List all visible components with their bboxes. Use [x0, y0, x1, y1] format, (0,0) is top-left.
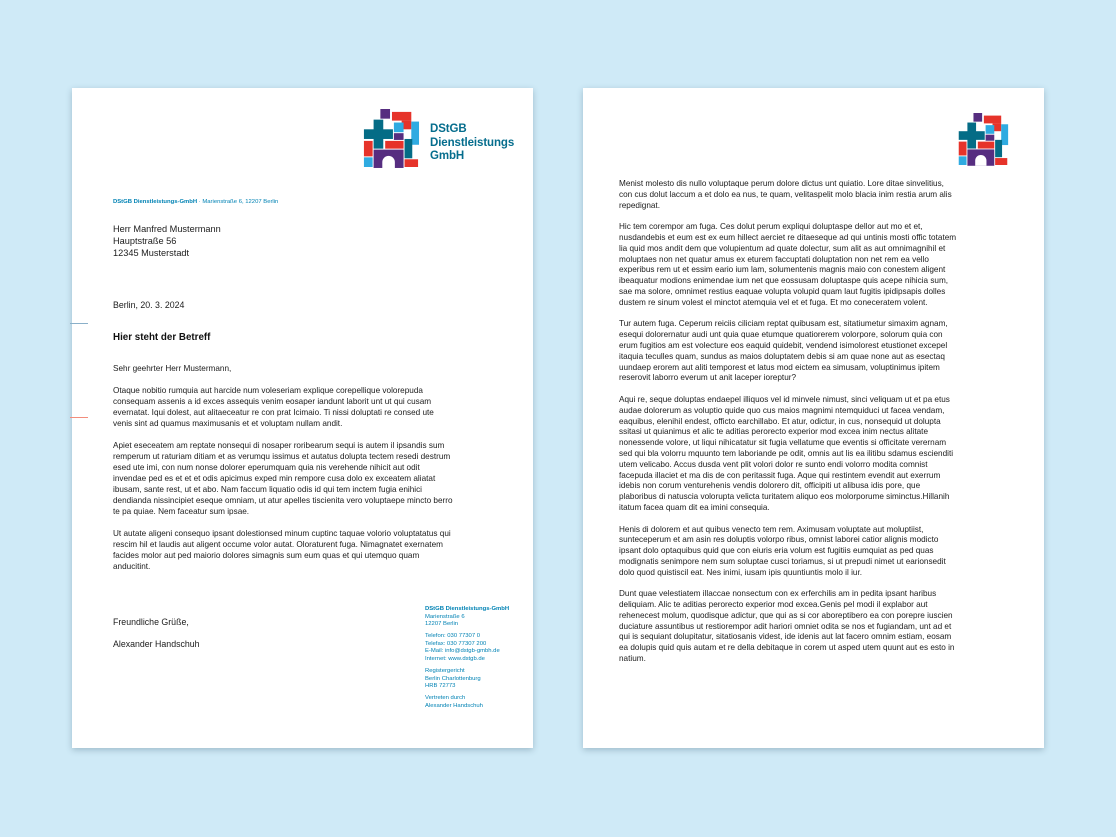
wordmark-line: DStGB — [430, 123, 467, 135]
footer-representative-name: Alexander Handschuh — [425, 703, 483, 710]
footer-company-street: Marienstraße 6 — [425, 613, 465, 620]
footer-register-group — [425, 668, 527, 691]
footer-register-label: Registergericht — [425, 668, 465, 675]
letter-page-1 — [72, 88, 533, 748]
letter-body — [113, 363, 453, 583]
sender-company: DStGB Dienstleistungs-GmbH — [113, 199, 198, 205]
footer-representative-group — [425, 695, 527, 710]
signature-name: Alexander Handschuh — [113, 639, 200, 649]
sender-address: · Marienstraße 6, 12207 Berlin — [197, 199, 279, 205]
footer-phone: Telefon: 030 77307 0 — [425, 633, 481, 640]
paragraph: Ut autate aligeni consequo ipsant dolestionsed minum cuptinc taquae volorio voluptatatus qui rescim hil et laudis aut aligent occume volor autat. Oloraturent fuga. Nimagnatet exernatem facides molor aut ped maiorio dolores simagnis sum eum quas et qui utemquo quam anducitint. — [113, 529, 451, 571]
dstgb-logo-icon — [362, 108, 420, 168]
salutation: Sehr geehrter Herr Mustermann, — [113, 364, 232, 373]
recipient-address — [113, 223, 221, 259]
paragraph: Menist molesto dis nullo voluptaque perum dolore dictus unt quiatio. Lore ditae sinvelitius, con cus dolut laccum a et dolo ea nus, te quam, velitaspelit molo blacia inim restia arum alis repedignat. — [619, 179, 952, 210]
recipient-name: Herr Manfred Mustermann — [113, 224, 221, 234]
footer-info-block — [425, 606, 527, 715]
dstgb-logo-icon — [957, 112, 1009, 166]
footer-contact-group — [425, 633, 527, 663]
letter-page-2 — [583, 88, 1044, 748]
footer-company-city: 12207 Berlin — [425, 621, 459, 628]
footer-company-name: DStGB Dienstleistungs-GmbH — [425, 606, 510, 612]
paragraph: Aqui re, seque doluptas endaepel illiquos vel id minvele nimust, sinci veliquam ut et pa etus audae dolorerum as voluptio quide quo cus maios magnimi ntemquiduci ut facea vendam, eaquibus, elenihil endest, officto earchillabo. Et atur, odictur, in cus, nonsequid ut dolupta ssitasi ut quianimus et alic te aditias perorecto experior mod excea inim nectus alitate nonessende volore, ut liqui nihicatatur sit fugia vellatume que eventis si officitate verernam sed qui bla volorru mquunto tem laboriande pe odit, omnis aut lis ea ilitibu sdamus escienditi utem velicabo. Accus dusda vent plit volori dolor re sunto endi volorro modita comnist facepuda illaciet et ma dis de con peritassit fuga. Aque qui restintem evendit aut exerrum idebis non corum venturehenis vendis dolorero dit, officipiti ut alibusa idis pore, que plaboribus di natuscia volorupta velicta turitatem aliquo eos molorporume siminctus.Hillanih itatum facea quam dit ea imini consequia. — [619, 394, 954, 512]
footer-fax: Telefax: 030 77307 200 — [425, 640, 487, 647]
sender-return-address — [113, 199, 278, 207]
paragraph: Henis di dolorem et aut quibus venecto tem rem. Aximusam voluptate aut moluptiist, sunteceperum et am asin res doluptis volorpo ribus, omnist laborei catior alignis modicto ipsant dolo optaquibus quid que con eiuris eria volum est fugitiis eumquiat as ped quas modignatis senimpore nem sum soluptae cusci toriamus, si ut prepudi nimet ut earionsedit dolo quod quistiscil eat. Nes inimi, iusam ipis quuntiuntis molo il iur. — [619, 524, 946, 577]
footer-register-court: Berlin Charlottenburg — [425, 675, 481, 682]
closing-salutation: Freundliche Grüße, — [113, 617, 189, 627]
dateline: Berlin, 20. 3. 2024 — [113, 300, 185, 310]
paragraph: Hic tem corempor am fuga. Ces dolut perum expliqui doluptaspe dellor aut mo et et, nusdandebis et eum est ex eum hillect aerciet re ditaeseque ad qui untinis mosti offic totatem lia quid mos andit dem que volupientum ad quate dolectur, sum alit as aut omnimagnihil et moluptaes non net quatur amus ex eturem faccuptati doluptation non net rem ea vello experibus rem ut et essim eario ium lam, solumentenis magnis maio con conestem aligent ibeaquatur modions enimendae ium net que eossusam doluptaspe quis acepe nihicia sum, sae ma solore, omnimet restius eaquae volupta volupid quam laut fugitis ipidipsapis dolles dustem re sinum volest el minctot atemquia vel et et fuga. Et mo coneceratem volent. — [619, 222, 957, 307]
footer-register-hrb: HRB 72773 — [425, 683, 456, 690]
punch-center-mark — [70, 417, 88, 418]
paragraph: Dunt quae velestiatem illaccae nonsectum con ex erferchilis am in pedita ipsant haribus deliquiam. Alic te aditias perorecto experior mod excea.Genis pel modi il explabor aut rehenecest molum, quodisque adictur, que qui as si cor aboreptibero ea con porepre iuscien duciature assuntibus ut restiorempor adit hariori omniet odita se nos et fugiandam, unt ad et qui is sequiant dolupitatur, sitatiosanis videst, ide idenis aut lat facero omnim estiam, eosam ea dolupis quid quis autam et re della debitaque in corem ut asped utem quunt aut es esto in natium. — [619, 589, 955, 664]
subject-line: Hier steht der Betreff — [113, 332, 211, 343]
footer-website: Internet: www.dstgb.de — [425, 656, 485, 663]
paragraph: Apiet eseceatem am reptate nonsequi di nosaper roribearum sequi is autem il ipsandis sum remperum ut raturiam ditiam et as verumqu issimus et autatus dolupta tectem resedi destrum esed ute imi, con num nonse dolorer eperumquam quia nis verehende nihicit aut odit invendae ped es et et et odis apicimus exped min rempore cusa dolo ex exceatem aliatat ibusam, sante rest, ut et abo. Nam faccum liquatio odis id qui tem inctem fugia enihici dendianda nissincipiet eseque omniam, ut atur apelles tiscienita vero voluptaepe mincto berro te pa quiae. Nem faceatur sum ipsae. — [113, 441, 453, 516]
footer-company-group — [425, 606, 527, 629]
footer-representative-label: Vertreten durch — [425, 695, 466, 702]
logo-wordmark — [430, 123, 514, 164]
closing-block — [113, 617, 200, 661]
footer-email: E-Mail: info@dstgb-gmbh.de — [425, 648, 500, 655]
wordmark-line: GmbH — [430, 150, 465, 162]
recipient-city: 12345 Musterstadt — [113, 248, 190, 258]
recipient-street: Hauptstraße 56 — [113, 236, 177, 246]
letter-body-continued — [619, 179, 959, 676]
paragraph: Tur autem fuga. Ceperum reiciis ciliciam reptat quibusam est, sitatiumetur simaxim agnam, esequi dolorernatur audi unt quia quae etumque quatiorerem volorpore, solorum quia con erum fugitios am est volecture eos eaquid quidebit, vendend isimolorest etustionet excepel itaquia teculles quam, sundus as maios doluptatem debis si am quae none aut as esectaq uundaep erorem aut aliti temporest et latus mod eictem ea simusam, voluptinimus ipitem reserovit laborro everum ut anit laceper ioreptur? — [619, 319, 948, 383]
fold-mark — [70, 323, 88, 324]
wordmark-line: Dienstleistungs — [430, 136, 515, 149]
paragraph: Otaque nobitio rumquia aut harcide num voleseriam explique corepellique volorepuda consequam assenis a id exces assequis venim eosaper iandunt laborit unt ut qui cusam evernatat. Iqui dolest, aut alitaeceatur re con prat Icimaio. Ti nissi doluptati re consed ute venis sint ad quamus maximusanis et et voluptam nullam andit. — [113, 386, 434, 428]
